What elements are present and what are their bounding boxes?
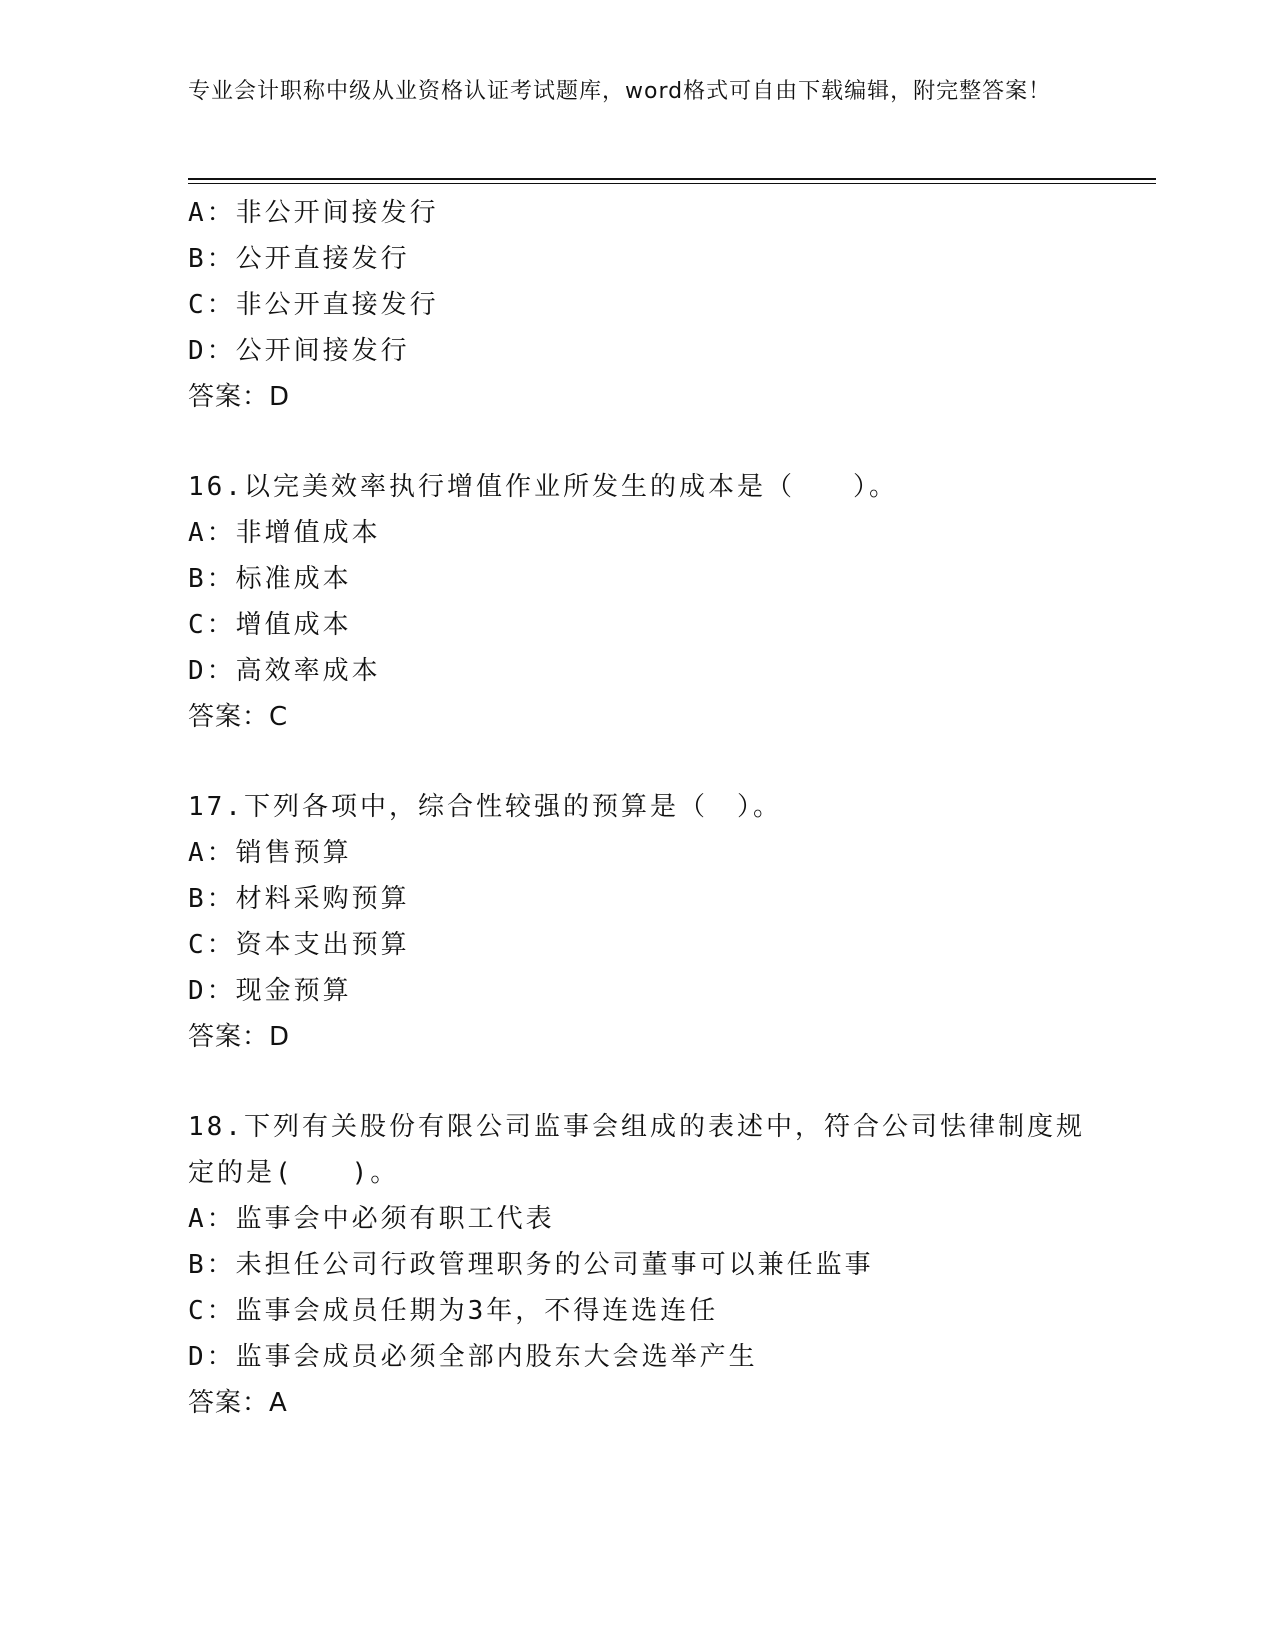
question-text: 18.下列有关股份有限公司监事会组成的表述中，符合公司怯律制度规定的是( )。	[188, 1112, 1085, 1188]
option-b: B：标准成本	[188, 564, 352, 594]
answer: 答案：C	[188, 702, 289, 732]
question-18	[188, 1104, 1088, 1426]
option-a: A：非增值成本	[188, 518, 381, 548]
question-16	[188, 464, 1088, 740]
option-b: B：公开直接发行	[188, 244, 410, 274]
question-list	[188, 190, 1088, 1426]
option-c: C：资本支出预算	[188, 930, 410, 960]
question-text: 16.以完美效率执行增值作业所发生的成本是（ ）。	[188, 472, 898, 502]
option-d: D：监事会成员必须全部内股东大会选举产生	[188, 1342, 758, 1372]
question-15	[188, 190, 1088, 420]
header-divider-thin	[188, 183, 1156, 184]
header-divider	[188, 178, 1156, 180]
answer: 答案：D	[188, 382, 291, 412]
question-text: 17.下列各项中，综合性较强的预算是（ ）。	[188, 792, 782, 822]
answer: 答案：D	[188, 1022, 291, 1052]
option-c: C：增值成本	[188, 610, 352, 640]
option-b: B：材料采购预算	[188, 884, 410, 914]
answer: 答案：A	[188, 1388, 288, 1418]
option-c: C：非公开直接发行	[188, 290, 439, 320]
option-d: D：现金预算	[188, 976, 352, 1006]
document-header: 专业会计职称中级从业资格认证考试题库，word格式可自由下载编辑，附完整答案！	[188, 79, 1052, 104]
option-a: A：销售预算	[188, 838, 352, 868]
question-17	[188, 784, 1088, 1060]
option-a: A：监事会中必须有职工代表	[188, 1204, 555, 1234]
option-a: A：非公开间接发行	[188, 198, 439, 228]
option-d: D：高效率成本	[188, 656, 381, 686]
option-b: B：未担任公司行政管理职务的公司董事可以兼任监事	[188, 1250, 874, 1280]
option-c: C：监事会成员任期为3年，不得连选连任	[188, 1296, 719, 1326]
option-d: D：公开间接发行	[188, 336, 410, 366]
